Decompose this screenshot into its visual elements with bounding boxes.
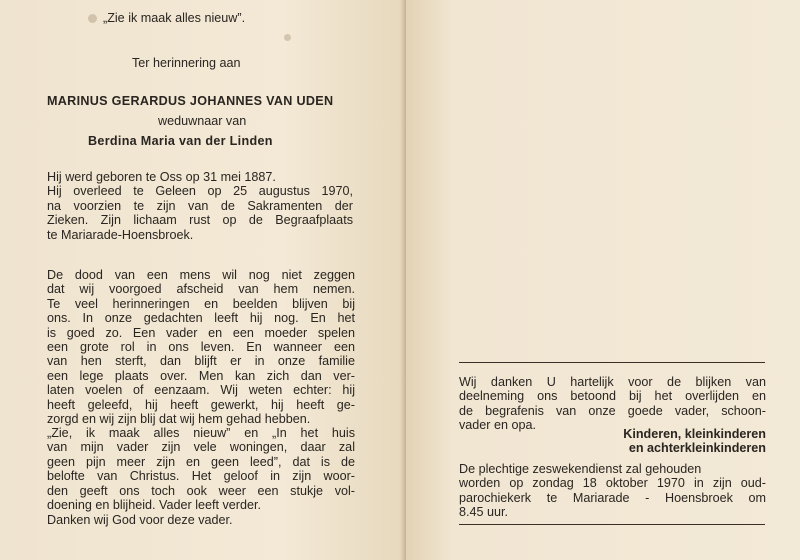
stain-mark [284,34,291,41]
bottom-divider [459,524,765,525]
reflection-paragraph [47,268,355,426]
reflection-line: een lege plaats over. Men kan zich dan ver- [47,368,355,383]
top-divider [459,362,765,363]
motto: „Zie ik maak alles nieuw”. [103,11,246,25]
reflection-line: zorgd en wij zijn blij dat wij hem gehad hebben. [47,412,311,427]
quote-line: geen pijn meer zijn en geen leed”, dat is de [47,454,355,469]
spouse-name: Berdina Maria van der Linden [88,134,273,148]
service-paragraph [459,462,766,520]
thanks-paragraph [459,375,766,433]
reflection-line: is goed zo. Een vader en een moeder spelen [47,325,355,340]
bio-line: na voorzien te zijn van de Sakramenten der [47,198,353,213]
thanks-line: deelneming ons betoond bij het overlijden en [459,389,766,404]
biography-paragraph [47,170,353,242]
reflection-line: van hen sterft, dan blijft er in onze familie [47,354,355,369]
widower-line: weduwnaar van [158,114,247,128]
bio-line: Hij overleed te Geleen op 25 augustus 1970, [47,184,353,199]
service-line: worden op zondag 18 oktober 1970 in zijn oud- [459,476,766,491]
reflection-line: dat wij voorgoed afscheid van hem nemen. [47,282,355,297]
quote-line: „Zie, ik maak alles nieuw” en „In het huis [47,426,355,440]
reflection-line: laten voelen of eenzaam. Wij weten echter: hij [47,383,355,398]
reflection-line: Te veel herinneringen en beelden blijven bij [47,296,355,311]
thanks-line: Wij danken U hartelijk voor de blijken van [459,375,766,389]
service-line: parochiekerk te Mariarade - Hoensbroek om [459,490,766,505]
remembrance-heading: Ter herinnering aan [132,56,241,70]
reflection-line: een grote rol in ons leven. En wanneer een [47,340,355,355]
reflection-line: De dood van een mens wil nog niet zeggen [47,268,355,282]
closing-line: Danken wij God voor deze vader. [47,513,233,527]
deceased-name: MARINUS GERARDUS JOHANNES VAN UDEN [47,94,334,108]
family-signature-line2: en achterkleinkinderen [628,441,766,455]
reflection-line: ons. In onze gedachten leeft hij nog. En het [47,311,355,326]
reflection-line: heeft geleefd, hij heeft gewerkt, hij heeft ge- [47,397,355,412]
bio-line: Hij werd geboren te Oss op 31 mei 1887. [47,170,276,184]
service-line: 8.45 uur. [459,505,509,520]
thanks-line: de begrafenis van onze goede vader, schoon- [459,403,766,418]
service-line: De plechtige zeswekendienst zal gehouden [459,462,702,476]
quote-line: doening en blijheid. Vader leeft verder. [47,498,262,513]
quote-line: van mijn vader zijn vele woningen, daar zal [47,440,355,455]
bio-line: te Mariarade-Hoensbroek. [47,227,194,242]
quote-paragraph [47,426,355,512]
family-signature-line1: Kinderen, kleinkinderen [623,427,766,441]
bio-line: Zieken. Zijn lichaam rust op de Begraafplaats [47,213,353,228]
thanks-line: vader en opa. [459,418,537,433]
stain-mark [88,14,97,23]
quote-line: belofte van Christus. Het geloof in zijn woor- [47,469,355,484]
quote-line: den geeft ons toch ook weer een stukje vol- [47,483,355,498]
